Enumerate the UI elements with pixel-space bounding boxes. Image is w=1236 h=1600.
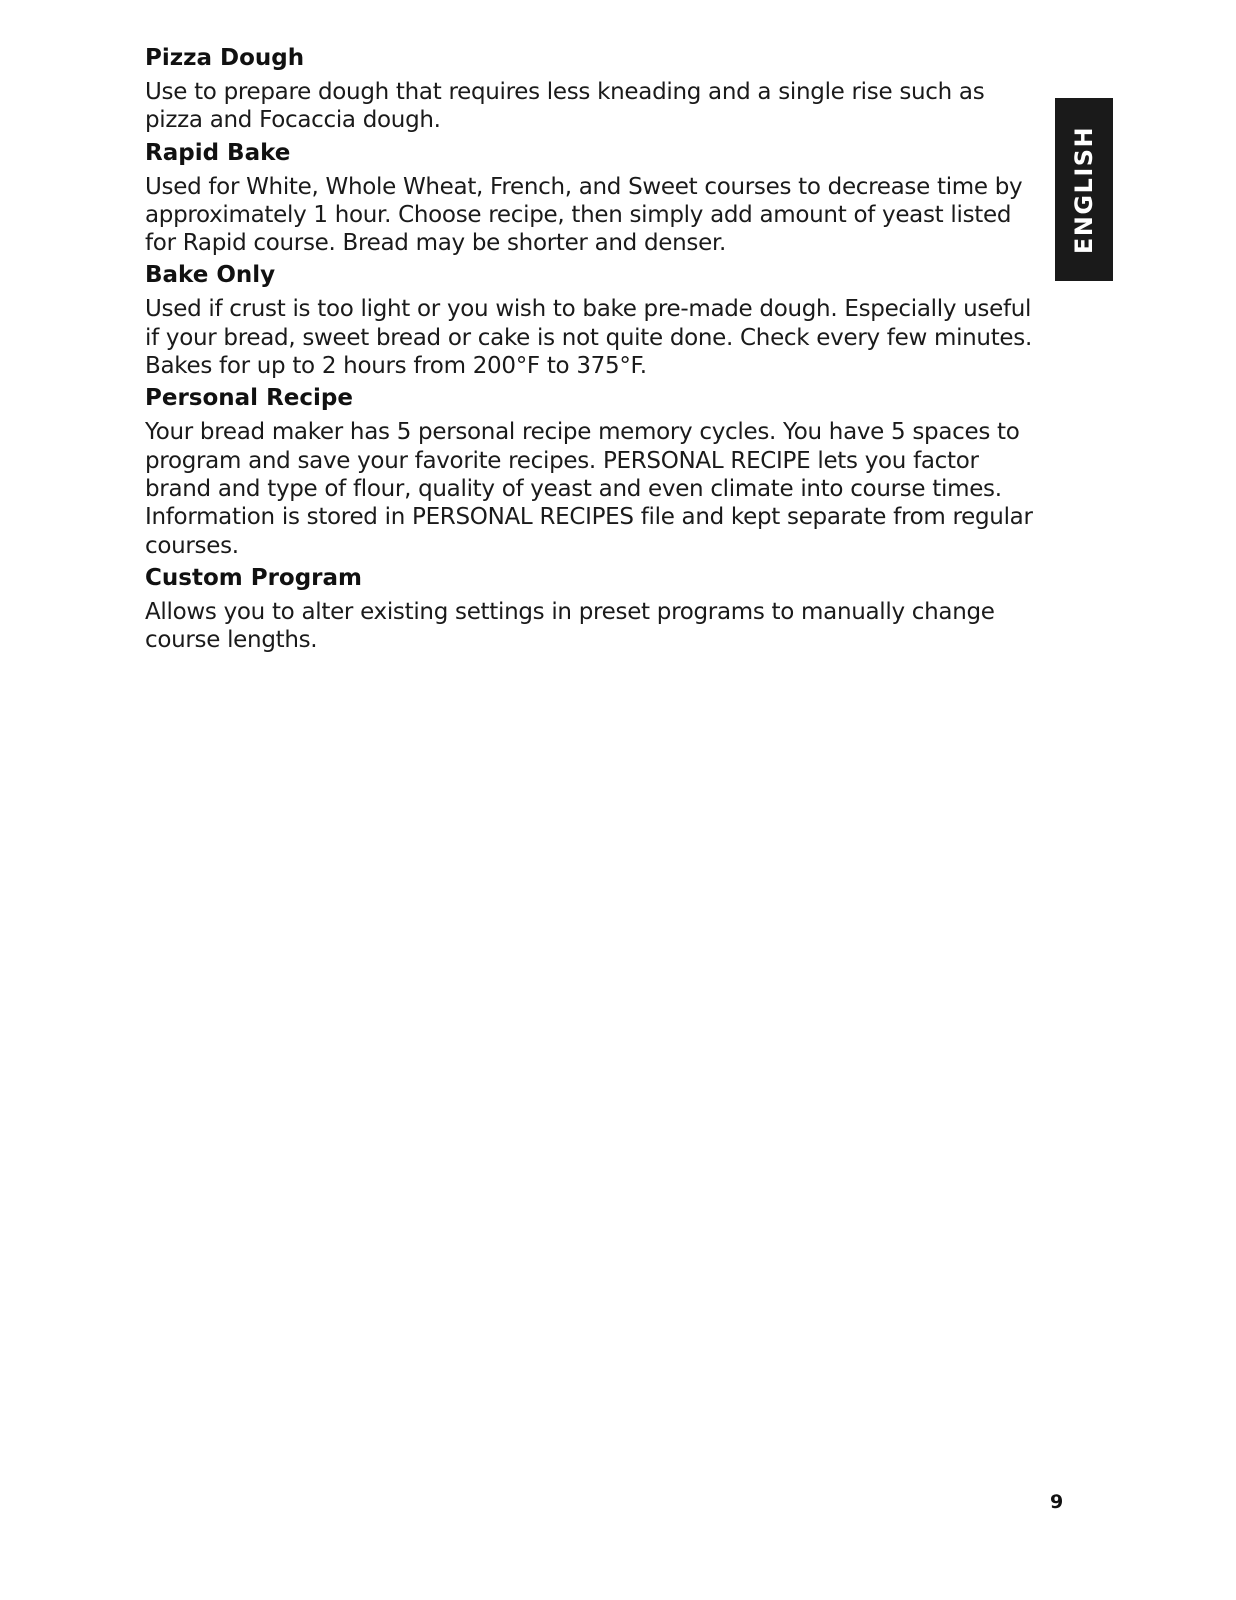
section-body: Allows you to alter existing settings in preset programs to manually change course lengths. [145, 598, 995, 654]
section-pizza-dough [145, 42, 1035, 135]
section-body: Used for White, Whole Wheat, French, and Sweet courses to decrease time by approximately 1 hour. Choose recipe, then simply add amount of yeast listed for Rapid course. Bread may be shorter and denser. [145, 173, 1023, 257]
page-number: 9 [1050, 1491, 1064, 1513]
section-custom-program [145, 562, 1035, 655]
section-rapid-bake [145, 137, 1035, 258]
section-heading: Bake Only [145, 262, 276, 289]
section-heading: Rapid Bake [145, 139, 291, 166]
section-body: Use to prepare dough that requires less kneading and a single rise such as pizza and Focaccia dough. [145, 79, 985, 134]
section-personal-recipe [145, 382, 1035, 559]
section-heading: Custom Program [145, 564, 363, 591]
language-tab-label: ENGLISH [1070, 125, 1098, 254]
section-heading: Pizza Dough [145, 45, 305, 71]
section-body: Your bread maker has 5 personal recipe memory cycles. You have 5 spaces to program and save your favorite recipes. PERSONAL RECIPE lets you factor brand and type of flour, quality of yeast and even climate into course times. Information is stored in PERSONAL RECIPES file and kept separate from regular courses. [145, 419, 1033, 559]
section-heading: Personal Recipe [145, 385, 353, 412]
section-bake-only [145, 259, 1035, 380]
language-tab [1055, 98, 1113, 281]
section-body: Used if crust is too light or you wish to bake pre-made dough. Especially useful if your bread, sweet bread or cake is not quite done. Check every few minutes. Bakes for up to 2 hours from 200°F to 375°F. [145, 296, 1032, 380]
manual-content [145, 42, 1035, 656]
